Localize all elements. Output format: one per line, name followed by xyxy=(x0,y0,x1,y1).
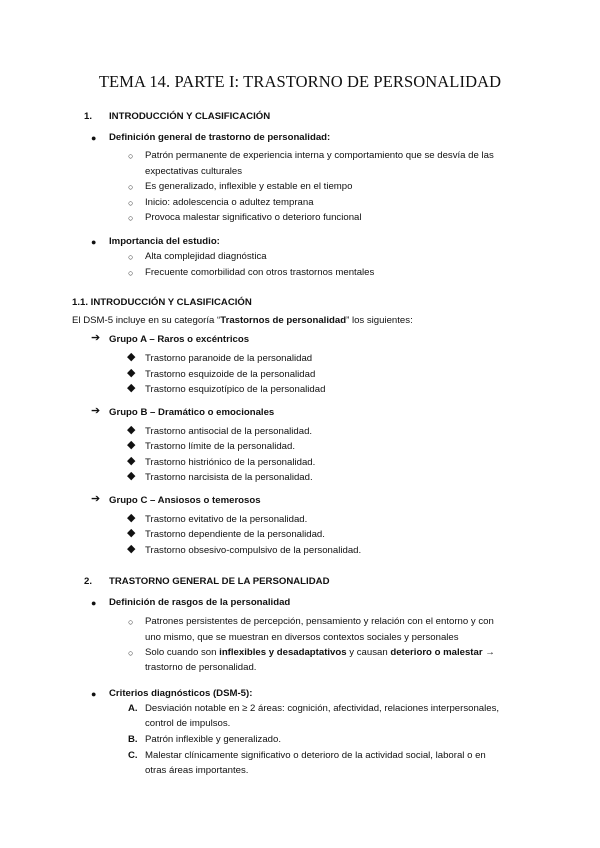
list-item: Es generalizado, inflexible y estable en el tiempo xyxy=(145,181,353,192)
bullet-icon: ● xyxy=(91,237,97,247)
circle-bullet-icon: ○ xyxy=(128,268,134,278)
list-item: Patrón permanente de experiencia interna y comportamiento que se desvía de las xyxy=(145,150,494,161)
list-item: Trastorno antisocial de la personalidad. xyxy=(145,426,313,437)
criterion-b: Patrón inflexible y generalizado. xyxy=(145,734,281,745)
section-1-number: 1. xyxy=(83,111,92,122)
letter-b: B. xyxy=(128,734,138,745)
diamond-bullet-icon: ◆ xyxy=(127,439,136,451)
diamond-bullet-icon: ◆ xyxy=(127,470,136,482)
criterion-c: Malestar clínicamente significativo o deterioro de la actividad social, laboral o en xyxy=(145,750,486,761)
list-item: Provoca malestar significativo o deterioro funcional xyxy=(145,212,362,223)
list-item: Trastorno esquizoide de la personalidad xyxy=(145,369,316,380)
criterion-a-continuation: control de impulsos. xyxy=(145,718,231,729)
list-item: Alta complejidad diagnóstica xyxy=(145,251,267,262)
letter-a: A. xyxy=(128,703,138,714)
diamond-bullet-icon: ◆ xyxy=(127,527,136,539)
list-item-continuation: uno mismo, que se muestran en diversos contextos sociales y personales xyxy=(145,632,459,643)
circle-bullet-icon: ○ xyxy=(128,151,134,161)
list-item: Trastorno evitativo de la personalidad. xyxy=(145,514,308,525)
intro-emphasis: Trastornos de personalidad xyxy=(220,315,347,326)
circle-bullet-icon: ○ xyxy=(128,648,134,658)
text-run-bold: inflexibles y desadaptativos xyxy=(219,647,347,658)
list-item: Patrones persistentes de percepción, pensamiento y relación con el entorno y con xyxy=(145,616,494,627)
section-2-number: 2. xyxy=(83,576,92,587)
importance-label: Importancia del estudio: xyxy=(109,236,220,247)
diamond-bullet-icon: ◆ xyxy=(127,424,136,436)
intro-text: El DSM-5 incluye en su categoría “ xyxy=(72,315,221,326)
diamond-bullet-icon: ◆ xyxy=(127,512,136,524)
text-run-bold: deterioro o malestar xyxy=(390,647,483,658)
group-a-label: Grupo A – Raros o excéntricos xyxy=(109,334,250,345)
bullet-icon: ● xyxy=(91,598,97,608)
text-run: → xyxy=(482,647,495,658)
section-2-heading: TRASTORNO GENERAL DE LA PERSONALIDAD xyxy=(109,576,330,587)
text-run: y causan xyxy=(346,647,391,658)
traits-definition-label: Definición de rasgos de la personalidad xyxy=(109,597,291,608)
page-title: TEMA 14. PARTE I: TRASTORNO DE PERSONALIDAD xyxy=(98,72,502,91)
bullet-icon: ● xyxy=(91,689,97,699)
arrow-right-icon: ➔ xyxy=(91,493,101,505)
arrow-right-icon: ➔ xyxy=(91,405,101,417)
list-item: Inicio: adolescencia o adultez temprana xyxy=(145,197,314,208)
list-item: Trastorno límite de la personalidad. xyxy=(145,441,296,452)
diamond-bullet-icon: ◆ xyxy=(127,543,136,555)
circle-bullet-icon: ○ xyxy=(128,252,134,262)
circle-bullet-icon: ○ xyxy=(128,198,134,208)
list-item: Trastorno esquizotípico de la personalidad xyxy=(145,384,326,395)
diamond-bullet-icon: ◆ xyxy=(127,455,136,467)
list-item: Trastorno narcisista de la personalidad. xyxy=(145,472,313,483)
section-1-heading: INTRODUCCIÓN Y CLASIFICACIÓN xyxy=(109,111,271,122)
list-item: Trastorno obsesivo-compulsivo de la personalidad. xyxy=(145,545,362,556)
diamond-bullet-icon: ◆ xyxy=(127,367,136,379)
circle-bullet-icon: ○ xyxy=(128,617,134,627)
diamond-bullet-icon: ◆ xyxy=(127,351,136,363)
diamond-bullet-icon: ◆ xyxy=(127,382,136,394)
definition-label: Definición general de trastorno de personalidad: xyxy=(109,132,331,143)
list-item-continuation: trastorno de personalidad. xyxy=(145,662,257,673)
list-item: Frecuente comorbilidad con otros trastornos mentales xyxy=(145,267,375,278)
subsection-heading: 1.1. INTRODUCCIÓN Y CLASIFICACIÓN xyxy=(72,297,252,308)
bullet-icon: ● xyxy=(91,133,97,143)
group-c-label: Grupo C – Ansiosos o temerosos xyxy=(109,495,261,506)
criteria-label: Criterios diagnósticos (DSM-5): xyxy=(109,688,253,699)
list-item-continuation: expectativas culturales xyxy=(145,166,243,177)
list-item: Trastorno paranoide de la personalidad xyxy=(145,353,313,364)
list-item: Trastorno histriónico de la personalidad. xyxy=(145,457,316,468)
intro-text-end: ” los siguientes: xyxy=(346,315,413,326)
letter-c: C. xyxy=(128,750,138,761)
circle-bullet-icon: ○ xyxy=(128,182,134,192)
list-item: Trastorno dependiente de la personalidad. xyxy=(145,529,325,540)
list-item xyxy=(145,646,495,659)
text-run: Solo cuando son xyxy=(145,647,220,658)
criterion-a: Desviación notable en ≥ 2 áreas: cognición, afectividad, relaciones interpersonales, xyxy=(145,703,500,714)
subsection-intro xyxy=(72,314,413,327)
arrow-right-icon: ➔ xyxy=(91,332,101,344)
group-b-label: Grupo B – Dramático o emocionales xyxy=(109,407,275,418)
circle-bullet-icon: ○ xyxy=(128,213,134,223)
criterion-c-continuation: otras áreas importantes. xyxy=(145,765,249,776)
